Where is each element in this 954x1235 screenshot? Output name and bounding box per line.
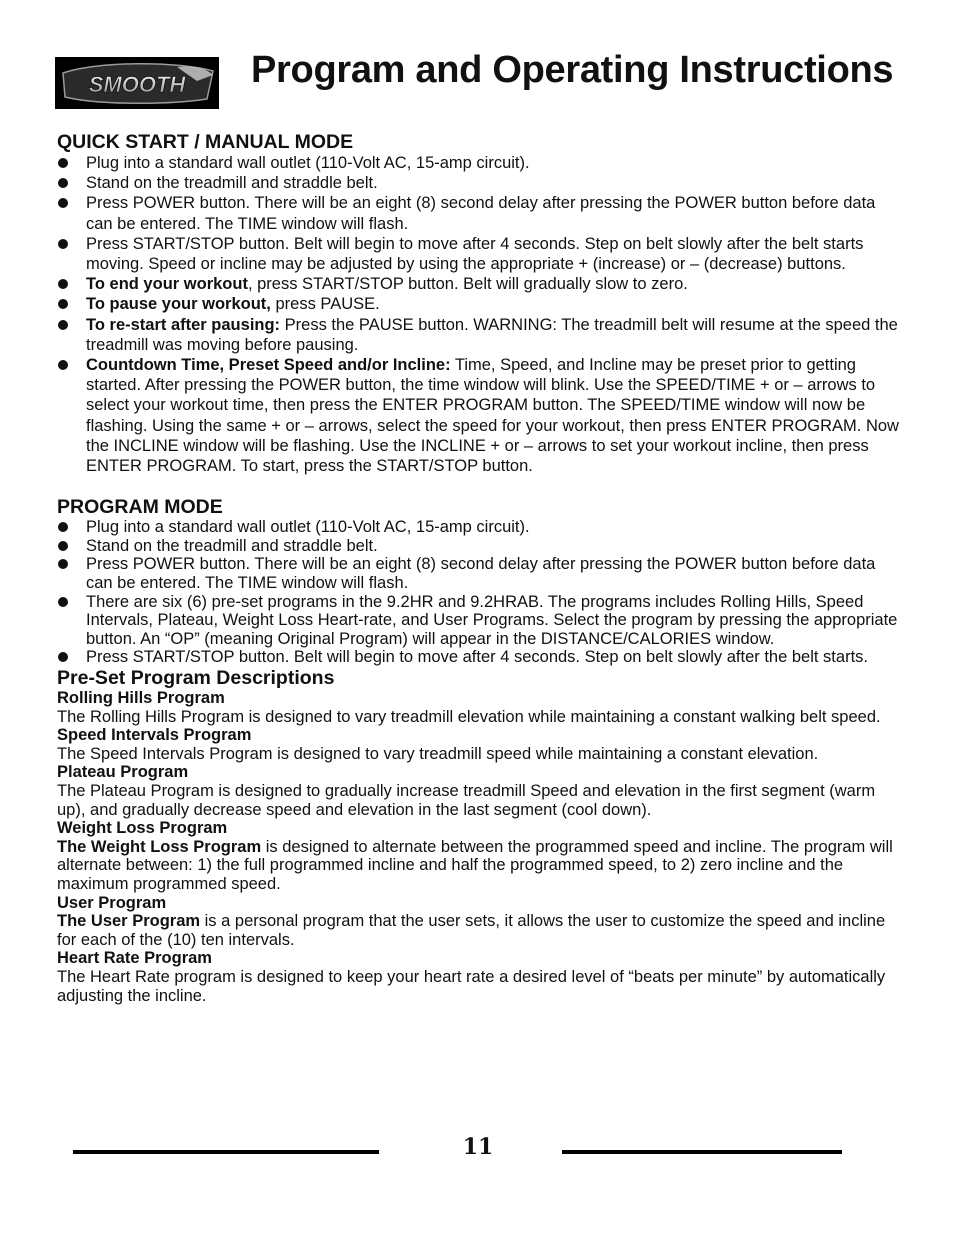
program-name: Plateau Program bbox=[57, 763, 189, 782]
page-content bbox=[57, 131, 899, 1005]
list-item: Stand on the treadmill and straddle belt. bbox=[57, 173, 899, 193]
program-description: The Speed Intervals Program is designed to vary treadmill speed while maintaining a constant elevation. bbox=[57, 744, 819, 763]
quick-start-list bbox=[57, 153, 899, 476]
page-number: 11 bbox=[462, 1134, 494, 1160]
program-name: Heart Rate Program bbox=[57, 949, 212, 968]
list-item: There are six (6) pre-set programs in the 9.2HR and 9.2HRAB. The programs includes Rolling Hills, Speed Intervals, Plateau, Weight Loss Heart-rate, and User Programs. Select the program by pressing the appropriate button. An “OP” (meaning Original Program) will appear in the DISTANCE/CALORIES window. bbox=[57, 593, 899, 649]
page-title: Program and Operating Instructions bbox=[251, 49, 894, 91]
list-item: To end your workout, press START/STOP button. Belt will gradually slow to zero. bbox=[57, 274, 899, 294]
program-description: The Plateau Program is designed to gradually increase treadmill Speed and elevation in the first segment (warm up), and gradually decrease speed and elevation in the last segment (cool down). bbox=[57, 781, 876, 819]
preset-heading: Pre-Set Program Descriptions bbox=[57, 667, 335, 689]
program-name: Weight Loss Program bbox=[57, 819, 228, 838]
list-item: Press START/STOP button. Belt will begin to move after 4 seconds. Step on belt slowly after the belt starts moving. Speed or incline may be adjusted by using the appropriate + (increase) or – (decrease) buttons. bbox=[57, 234, 899, 274]
quick-start-heading: QUICK START / MANUAL MODE bbox=[57, 131, 354, 153]
program-name: Speed Intervals Program bbox=[57, 726, 252, 745]
list-item: Press POWER button. There will be an eight (8) second delay after pressing the POWER button before data can be entered. The TIME window will flash. bbox=[57, 193, 899, 233]
list-item: Press START/STOP button. Belt will begin to move after 4 seconds. Step on belt slowly after the belt starts. bbox=[57, 648, 899, 667]
list-item: To re-start after pausing: Press the PAUSE button. WARNING: The treadmill belt will resume at the speed the treadmill was moving before pausing. bbox=[57, 315, 899, 355]
program-name: User Program bbox=[57, 893, 167, 912]
footer-rule-right bbox=[562, 1150, 842, 1154]
list-item: Plug into a standard wall outlet (110-Volt AC, 15-amp circuit). bbox=[57, 153, 899, 173]
list-item: Plug into a standard wall outlet (110-Volt AC, 15-amp circuit). bbox=[57, 518, 899, 537]
list-item: To pause your workout, press PAUSE. bbox=[57, 294, 899, 314]
footer-rule-left bbox=[73, 1150, 379, 1154]
program-description: The User Program is a personal program that the user sets, it allows the user to customize the speed and incline for each of the (10) ten intervals. bbox=[57, 912, 886, 949]
logo-text: SMOOTH bbox=[88, 72, 186, 97]
smooth-logo bbox=[55, 57, 219, 109]
program-description: The Rolling Hills Program is designed to vary treadmill elevation while maintaining a constant walking belt speed. bbox=[57, 707, 881, 726]
program-description: The Weight Loss Program is designed to alternate between the programmed speed and incline. The program will alternate between: 1) the full programmed incline and half the programmed speed, to 2) zero incline and the maximum programmed speed. bbox=[57, 837, 893, 893]
program-description: The Heart Rate program is designed to keep your heart rate a desired level of “beats per minute” by automatically adjusting the incline. bbox=[57, 967, 886, 1005]
program-mode-list bbox=[57, 518, 899, 667]
program-mode-heading: PROGRAM MODE bbox=[57, 496, 223, 519]
list-item: Stand on the treadmill and straddle belt. bbox=[57, 537, 899, 556]
list-item: Countdown Time, Preset Speed and/or Incline: Time, Speed, and Incline may be preset prior to getting started. After pressing the POWER button, the time window will blink. Use the SPEED/TIME + or – arrows to select your workout time, then press the ENTER PROGRAM button. The SPEED/TIME window will now be flashing. Using the same + or – arrows, select the speed for your workout, then press ENTER PROGRAM. Now the INCLINE window will be flashing. Use the INCLINE + or – arrows to set your workout incline, then press ENTER PROGRAM. To start, press the START/STOP button. bbox=[57, 355, 899, 476]
program-name: Rolling Hills Program bbox=[57, 689, 225, 707]
list-item: Press POWER button. There will be an eight (8) second delay after pressing the POWER button before data can be entered. The TIME window will flash. bbox=[57, 555, 899, 592]
